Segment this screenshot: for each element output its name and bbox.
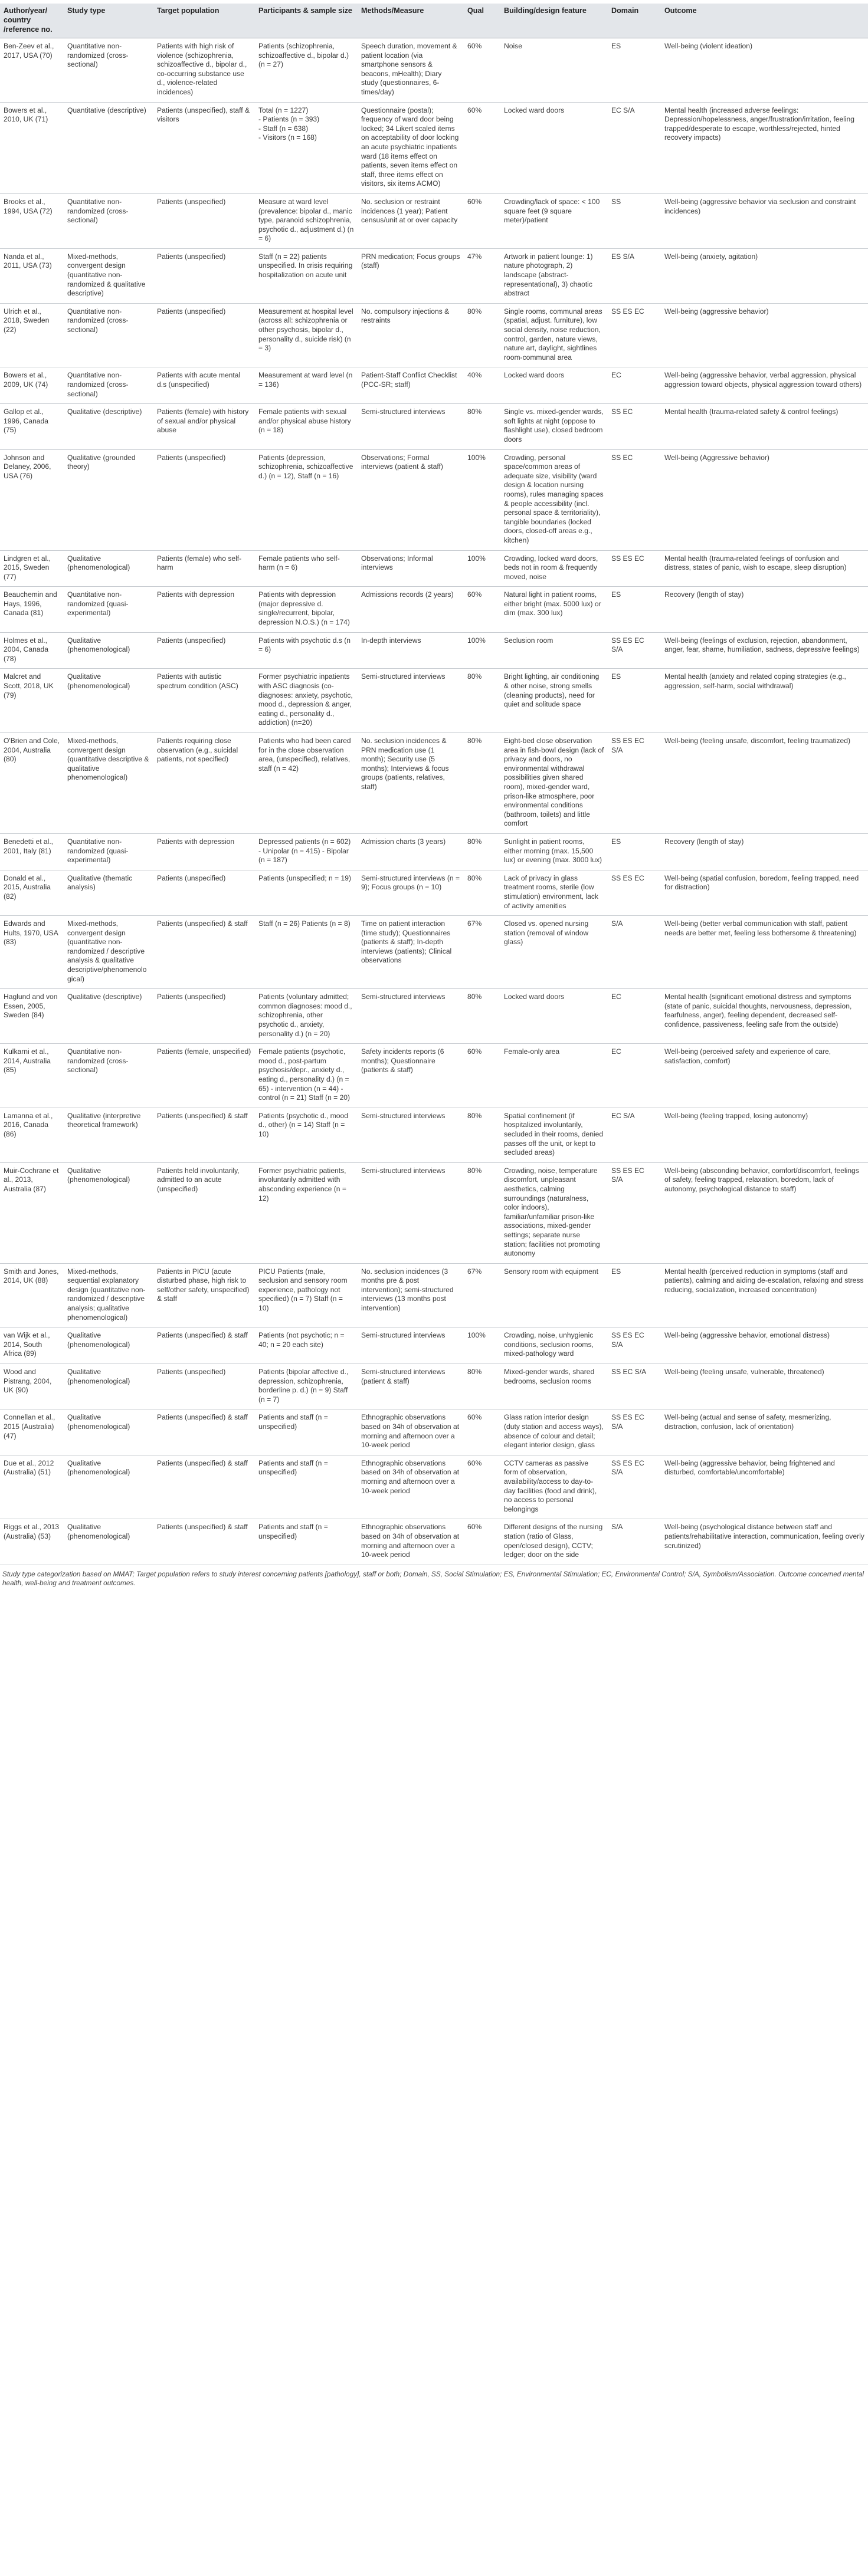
- cell-design-feature: Crowding, noise, temperature discomfort, unpleasant aesthetics, calming surroundings (naturalness, color indoors), familiar/unfamiliar prison-like associations, mixed-gender settings; separate nurse station; facilities not promoting autonomy: [500, 1162, 608, 1263]
- cell-target-population: Patients (unspecified): [153, 870, 255, 915]
- table-row: [0, 248, 868, 303]
- cell-outcome: Mental health (trauma-related safety & control feelings): [661, 404, 868, 449]
- cell-target-population: Patients with high risk of violence (schizophrenia, schizoaffective d., bipolar d., co-occurring substance use d., violence-related incidences): [153, 38, 255, 103]
- table-row: [0, 587, 868, 632]
- table-row: [0, 367, 868, 404]
- cell-study-type: Qualitative (phenomenological): [64, 1455, 153, 1519]
- cell-participants: Female patients (psychotic, mood d., post-partum psychosis/depr., anxiety d., eating d., personality d.) (n = 65) - intervention (n = 44) - control (n = 21) Staff (n = 20): [255, 1044, 358, 1108]
- cell-domain: S/A: [608, 916, 661, 989]
- cell-outcome: Well-being (actual and sense of safety, mesmerizing, distraction, confusion, lack of orientation): [661, 1409, 868, 1455]
- cell-domain: ES: [608, 587, 661, 632]
- cell-methods: Admissions records (2 years): [358, 587, 464, 632]
- cell-methods: No. compulsory injections & restraints: [358, 303, 464, 367]
- cell-study-type: Qualitative (descriptive): [64, 404, 153, 449]
- cell-qual: 60%: [464, 38, 500, 103]
- table-row: [0, 1263, 868, 1328]
- cell-qual: 67%: [464, 916, 500, 989]
- cell-qual: 80%: [464, 833, 500, 870]
- header-participants: Participants & sample size: [255, 4, 358, 38]
- cell-outcome: Well-being (better verbal communication with staff, patient needs are better met, feeling less bothersome & threatening): [661, 916, 868, 989]
- cell-design-feature: Locked ward doors: [500, 367, 608, 404]
- cell-participants: Patients (voluntary admitted; common diagnoses: mood d., schizophrenia, other psychotic d., anxiety, personality d.) (n = 20): [255, 989, 358, 1044]
- cell-participants: Patients (psychotic d., mood d., other) (n = 14) Staff (n = 10): [255, 1108, 358, 1162]
- cell-qual: 60%: [464, 102, 500, 193]
- cell-author: Beauchemin and Hays, 1996, Canada (81): [0, 587, 64, 632]
- cell-qual: 60%: [464, 1409, 500, 1455]
- cell-methods: Ethnographic observations based on 34h of observation at morning and afternoon over a 10-week period: [358, 1409, 464, 1455]
- cell-design-feature: Single rooms, communal areas (spatial, adjust. furniture), low social density, noise reduction, control, garden, nature views, nature art, daylight, sightlines room-communal area: [500, 303, 608, 367]
- cell-target-population: Patients (female, unspecified): [153, 1044, 255, 1108]
- cell-methods: Ethnographic observations based on 34h of observation at morning and afternoon over a 10-week period: [358, 1455, 464, 1519]
- table-row: [0, 449, 868, 550]
- cell-design-feature: Crowding/lack of space: < 100 square feet (9 square meter)/patient: [500, 193, 608, 248]
- cell-methods: Admission charts (3 years): [358, 833, 464, 870]
- cell-outcome: Recovery (length of stay): [661, 833, 868, 870]
- cell-design-feature: Noise: [500, 38, 608, 103]
- cell-design-feature: Spatial confinement (if hospitalized involuntarily, secluded in their rooms, denied passes off the unit, or kept to secluded areas): [500, 1108, 608, 1162]
- cell-study-type: Mixed-methods, sequential explanatory design (quantitative non-randomized / descriptive analysis; qualitative phenomenological): [64, 1263, 153, 1328]
- cell-domain: ES: [608, 38, 661, 103]
- table-row: [0, 1328, 868, 1364]
- cell-target-population: Patients (female) who self-harm: [153, 550, 255, 587]
- cell-domain: SS ES EC: [608, 303, 661, 367]
- cell-qual: 60%: [464, 1044, 500, 1108]
- cell-target-population: Patients (unspecified) & staff: [153, 1328, 255, 1364]
- cell-domain: EC: [608, 1044, 661, 1108]
- cell-participants: PICU Patients (male, seclusion and sensory room experience, pathology not specified) (n = 7) Staff (n = 10): [255, 1263, 358, 1328]
- cell-qual: 80%: [464, 1108, 500, 1162]
- cell-methods: Safety incidents reports (6 months); Questionnaire (patients & staff): [358, 1044, 464, 1108]
- header-study-type: Study type: [64, 4, 153, 38]
- cell-domain: ES: [608, 1263, 661, 1328]
- cell-target-population: Patients with acute mental d.s (unspecified): [153, 367, 255, 404]
- cell-domain: SS ES EC: [608, 550, 661, 587]
- cell-outcome: Recovery (length of stay): [661, 587, 868, 632]
- cell-participants: Measurement at hospital level (across all: schizophrenia or other psychosis, bipolar d., personality d., suicide risk) (n = 3): [255, 303, 358, 367]
- cell-methods: PRN medication; Focus groups (staff): [358, 248, 464, 303]
- cell-methods: Semi-structured interviews (n = 9); Focus groups (n = 10): [358, 870, 464, 915]
- cell-target-population: Patients with depression: [153, 833, 255, 870]
- cell-study-type: Qualitative (phenomenological): [64, 550, 153, 587]
- cell-participants: Staff (n = 26) Patients (n = 8): [255, 916, 358, 989]
- cell-study-type: Quantitative (descriptive): [64, 102, 153, 193]
- cell-outcome: Well-being (aggressive behavior, emotional distress): [661, 1328, 868, 1364]
- cell-target-population: Patients (unspecified) & staff: [153, 1455, 255, 1519]
- table-row: [0, 1364, 868, 1409]
- cell-domain: SS EC: [608, 449, 661, 550]
- table-row: [0, 193, 868, 248]
- cell-target-population: Patients (unspecified) & staff: [153, 1519, 255, 1565]
- cell-study-type: Mixed-methods, convergent design (quantitative non-randomized & qualitative descriptive): [64, 248, 153, 303]
- cell-study-type: Quantitative non-randomized (cross-sectional): [64, 367, 153, 404]
- cell-domain: SS ES EC S/A: [608, 632, 661, 669]
- cell-qual: 100%: [464, 550, 500, 587]
- cell-participants: Patients (bipolar affective d., depression, schizophrenia, borderline p. d.) (n = 9) Staff (n = 7): [255, 1364, 358, 1409]
- cell-outcome: Well-being (feeling trapped, losing autonomy): [661, 1108, 868, 1162]
- cell-author: Johnson and Delaney, 2006, USA (76): [0, 449, 64, 550]
- cell-author: van Wijk et al., 2014, South Africa (89): [0, 1328, 64, 1364]
- table-row: [0, 102, 868, 193]
- cell-target-population: Patients (unspecified): [153, 193, 255, 248]
- cell-participants: Measure at ward level (prevalence: bipolar d., manic type, paranoid schizophrenia, psychotic d., adjustment d.) (n = 6): [255, 193, 358, 248]
- table-row: [0, 1162, 868, 1263]
- cell-domain: EC: [608, 989, 661, 1044]
- cell-domain: SS ES EC: [608, 870, 661, 915]
- cell-qual: 80%: [464, 1162, 500, 1263]
- cell-target-population: Patients (unspecified): [153, 449, 255, 550]
- cell-domain: SS EC: [608, 404, 661, 449]
- cell-study-type: Quantitative non-randomized (quasi-experimental): [64, 833, 153, 870]
- cell-participants: Patients with depression (major depressive d. single/recurrent, bipolar, depression N.O.S.) (n = 174): [255, 587, 358, 632]
- table-row: [0, 870, 868, 915]
- header-author: Author/year/ country /reference no.: [0, 4, 64, 38]
- cell-domain: S/A: [608, 1519, 661, 1565]
- cell-design-feature: Crowding, personal space/common areas of adequate size, visibility (ward design & location nursing rooms), rules managing spaces & people accessibility (incl. personal space & territoriality), tangible boundaries (locked doors, closed-off areas e.g., kitchen): [500, 449, 608, 550]
- cell-study-type: Mixed-methods, convergent design (quantitative descriptive & qualitative phenomenological): [64, 733, 153, 834]
- cell-study-type: Qualitative (phenomenological): [64, 632, 153, 669]
- cell-design-feature: Female-only area: [500, 1044, 608, 1108]
- cell-outcome: Mental health (significant emotional distress and symptoms (state of panic, suicidal thoughts, nervousness, depression, fearfulness, anger), feeling dependent, decreased self-confidence, passiveness, feeling safe from the outside): [661, 989, 868, 1044]
- cell-domain: EC S/A: [608, 102, 661, 193]
- cell-study-type: Qualitative (phenomenological): [64, 1162, 153, 1263]
- cell-qual: 80%: [464, 1364, 500, 1409]
- header-methods: Methods/Measure: [358, 4, 464, 38]
- cell-design-feature: Sensory room with equipment: [500, 1263, 608, 1328]
- cell-study-type: Qualitative (phenomenological): [64, 669, 153, 733]
- cell-author: Ben-Zeev et al., 2017, USA (70): [0, 38, 64, 103]
- cell-target-population: Patients with depression: [153, 587, 255, 632]
- study-characteristics-table: [0, 4, 868, 1565]
- cell-qual: 60%: [464, 1519, 500, 1565]
- cell-participants: Female patients who self-harm (n = 6): [255, 550, 358, 587]
- cell-study-type: Qualitative (phenomenological): [64, 1328, 153, 1364]
- cell-methods: Semi-structured interviews: [358, 989, 464, 1044]
- cell-design-feature: Seclusion room: [500, 632, 608, 669]
- cell-outcome: Well-being (perceived safety and experience of care, satisfaction, comfort): [661, 1044, 868, 1108]
- cell-design-feature: CCTV cameras as passive form of observation, availability/access to day-to-day facilities (food and drink), no access to personal belongings: [500, 1455, 608, 1519]
- cell-study-type: Quantitative non-randomized (cross-sectional): [64, 38, 153, 103]
- cell-methods: No. seclusion incidences (3 months pre & post intervention); semi-structured interviews (13 months post intervention): [358, 1263, 464, 1328]
- cell-participants: Patients (depression, schizophrenia, schizoaffective d.) (n = 12), Staff (n = 16): [255, 449, 358, 550]
- table-row: [0, 1044, 868, 1108]
- cell-outcome: Well-being (feeling unsafe, vulnerable, threatened): [661, 1364, 868, 1409]
- cell-study-type: Qualitative (phenomenological): [64, 1519, 153, 1565]
- cell-participants: Patients and staff (n = unspecified): [255, 1409, 358, 1455]
- cell-target-population: Patients requiring close observation (e.g., suicidal patients, not specified): [153, 733, 255, 834]
- header-domain: Domain: [608, 4, 661, 38]
- cell-study-type: Qualitative (phenomenological): [64, 1364, 153, 1409]
- cell-author: Lindgren et al., 2015, Sweden (77): [0, 550, 64, 587]
- cell-qual: 60%: [464, 193, 500, 248]
- cell-design-feature: Bright lighting, air conditioning & other noise, strong smells (cleaning products), need for quiet and solitude space: [500, 669, 608, 733]
- cell-participants: Former psychiatric patients, involuntarily admitted with absconding experience (n = 12): [255, 1162, 358, 1263]
- cell-domain: SS ES EC S/A: [608, 1328, 661, 1364]
- cell-design-feature: Mixed-gender wards, shared bedrooms, seclusion rooms: [500, 1364, 608, 1409]
- cell-study-type: Quantitative non-randomized (cross-sectional): [64, 193, 153, 248]
- cell-study-type: Mixed-methods, convergent design (quantitative non-randomized / descriptive analysis & qualitative descriptive/phenomenological): [64, 916, 153, 989]
- header-target-population: Target population: [153, 4, 255, 38]
- cell-domain: SS ES EC S/A: [608, 1455, 661, 1519]
- cell-author: Wood and Pistrang, 2004, UK (90): [0, 1364, 64, 1409]
- cell-participants: Patients with psychotic d.s (n = 6): [255, 632, 358, 669]
- cell-target-population: Patients (unspecified) & staff: [153, 1108, 255, 1162]
- cell-domain: EC S/A: [608, 1108, 661, 1162]
- cell-qual: 80%: [464, 303, 500, 367]
- table-row: [0, 989, 868, 1044]
- header-qual: Qual: [464, 4, 500, 38]
- cell-qual: 100%: [464, 632, 500, 669]
- header-row: [0, 4, 868, 38]
- cell-target-population: Patients (unspecified) & staff: [153, 916, 255, 989]
- cell-participants: Patients and staff (n = unspecified): [255, 1455, 358, 1519]
- cell-methods: Speech duration, movement & patient location (via smartphone sensors & beacons, mHealth); Diary study (questionnaires, 6-times/day): [358, 38, 464, 103]
- cell-design-feature: Locked ward doors: [500, 102, 608, 193]
- cell-outcome: Well-being (feelings of exclusion, rejection, abandonment, anger, fear, shame, humiliation, sadness, depressive feelings): [661, 632, 868, 669]
- cell-target-population: Patients (unspecified): [153, 248, 255, 303]
- table-body: [0, 38, 868, 1565]
- cell-methods: No. seclusion incidences & PRN medication use (1 month); Security use (5 months); Interviews & focus groups (patients, relatives, staff): [358, 733, 464, 834]
- cell-outcome: Well-being (aggressive behavior via seclusion and constraint incidences): [661, 193, 868, 248]
- cell-methods: Semi-structured interviews: [358, 1328, 464, 1364]
- cell-author: Bowers et al., 2009, UK (74): [0, 367, 64, 404]
- table-row: [0, 38, 868, 103]
- cell-methods: Semi-structured interviews: [358, 1162, 464, 1263]
- cell-study-type: Quantitative non-randomized (cross-sectional): [64, 1044, 153, 1108]
- cell-study-type: Qualitative (thematic analysis): [64, 870, 153, 915]
- cell-study-type: Qualitative (grounded theory): [64, 449, 153, 550]
- cell-domain: ES S/A: [608, 248, 661, 303]
- cell-outcome: Well-being (aggressive behavior, verbal aggression, physical aggression toward objects, physical aggression toward others): [661, 367, 868, 404]
- cell-participants: Female patients with sexual and/or physical abuse history (n = 18): [255, 404, 358, 449]
- cell-author: Edwards and Hults, 1970, USA (83): [0, 916, 64, 989]
- cell-study-type: Qualitative (phenomenological): [64, 1409, 153, 1455]
- cell-author: Bowers et al., 2010, UK (71): [0, 102, 64, 193]
- table-row: [0, 1519, 868, 1565]
- cell-design-feature: Natural light in patient rooms, either bright (max. 5000 lux) or dim (max. 300 lux): [500, 587, 608, 632]
- cell-design-feature: Closed vs. opened nursing station (removal of window glass): [500, 916, 608, 989]
- cell-author: O'Brien and Cole, 2004, Australia (80): [0, 733, 64, 834]
- cell-outcome: Well-being (psychological distance between staff and patients/rehabilitative interaction, communication, feeling overly scrutinized): [661, 1519, 868, 1565]
- cell-domain: ES: [608, 669, 661, 733]
- cell-methods: Questionnaire (postal); frequency of ward door being locked; 34 Likert scaled items on acceptability of door locking an acute psychiatric inpatients ward (18 items effect on patients, seven items effect on staff, three items effect on visitors, six items ACMO): [358, 102, 464, 193]
- table-row: [0, 669, 868, 733]
- header-design-feature: Building/design feature: [500, 4, 608, 38]
- cell-domain: SS ES EC S/A: [608, 733, 661, 834]
- cell-target-population: Patients held involuntarily, admitted to an acute (unspecified): [153, 1162, 255, 1263]
- cell-author: Smith and Jones, 2014, UK (88): [0, 1263, 64, 1328]
- cell-design-feature: Artwork in patient lounge: 1) nature photograph, 2) landscape (abstract-representational), 3) chaotic abstract: [500, 248, 608, 303]
- cell-author: Haglund and von Essen, 2005, Sweden (84): [0, 989, 64, 1044]
- cell-author: Connellan et al., 2015 (Australia) (47): [0, 1409, 64, 1455]
- cell-participants: Total (n = 1227) - Patients (n = 393) - Staff (n = 638) - Visitors (n = 168): [255, 102, 358, 193]
- cell-design-feature: Locked ward doors: [500, 989, 608, 1044]
- cell-study-type: Qualitative (descriptive): [64, 989, 153, 1044]
- cell-domain: SS ES EC S/A: [608, 1409, 661, 1455]
- cell-author: Nanda et al., 2011, USA (73): [0, 248, 64, 303]
- cell-outcome: Well-being (aggressive behavior): [661, 303, 868, 367]
- cell-domain: EC: [608, 367, 661, 404]
- cell-participants: Patients and staff (n = unspecified): [255, 1519, 358, 1565]
- cell-methods: Semi-structured interviews: [358, 1108, 464, 1162]
- header-outcome: Outcome: [661, 4, 868, 38]
- cell-qual: 100%: [464, 449, 500, 550]
- cell-target-population: Patients in PICU (acute disturbed phase, high risk to self/other safety, unspecified) & staff: [153, 1263, 255, 1328]
- cell-study-type: Quantitative non-randomized (quasi-experimental): [64, 587, 153, 632]
- table-row: [0, 916, 868, 989]
- cell-qual: 60%: [464, 587, 500, 632]
- cell-author: Kulkarni et al., 2014, Australia (85): [0, 1044, 64, 1108]
- table-footnote: Study type categorization based on MMAT; Target population refers to study interest concerning patients [pathology], staff or both; Domain, SS, Social Stimulation; ES, Environmental Stimulation; EC, Environmental Control; S/A, Symbolism/Association. Outcome concerned mental health, well-being and treatment outcomes.: [2, 1569, 864, 1587]
- cell-outcome: Well-being (absconding behavior, comfort/discomfort, feelings of safety, feeling trapped, relaxation, boredom, lack of autonomy, psychological distance to staff): [661, 1162, 868, 1263]
- cell-study-type: Qualitative (interpretive theoretical framework): [64, 1108, 153, 1162]
- table-row: [0, 550, 868, 587]
- cell-author: Muir-Cochrane et al., 2013, Australia (87): [0, 1162, 64, 1263]
- cell-author: Ulrich et al., 2018, Sweden (22): [0, 303, 64, 367]
- cell-outcome: Mental health (trauma-related feelings of confusion and distress, states of panic, wish to escape, sleep disruption): [661, 550, 868, 587]
- cell-design-feature: Crowding, locked ward doors, beds not in room & frequently moved, noise: [500, 550, 608, 587]
- cell-domain: SS ES EC S/A: [608, 1162, 661, 1263]
- table-row: [0, 1108, 868, 1162]
- cell-qual: 80%: [464, 733, 500, 834]
- cell-qual: 40%: [464, 367, 500, 404]
- cell-author: Riggs et al., 2013 (Australia) (53): [0, 1519, 64, 1565]
- cell-author: Benedetti et al., 2001, Italy (81): [0, 833, 64, 870]
- cell-qual: 80%: [464, 989, 500, 1044]
- cell-qual: 100%: [464, 1328, 500, 1364]
- cell-methods: Semi-structured interviews: [358, 404, 464, 449]
- cell-domain: SS EC S/A: [608, 1364, 661, 1409]
- cell-author: Donald et al., 2015, Australia (82): [0, 870, 64, 915]
- cell-author: Due et al., 2012 (Australia) (51): [0, 1455, 64, 1519]
- cell-outcome: Well-being (aggressive behavior, being frightened and disturbed, comfortable/uncomfortable): [661, 1455, 868, 1519]
- cell-target-population: Patients with autistic spectrum condition (ASC): [153, 669, 255, 733]
- cell-design-feature: Sunlight in patient rooms, either morning (max. 15,500 lux) or evening (max. 3000 lux): [500, 833, 608, 870]
- table-row: [0, 303, 868, 367]
- cell-design-feature: Glass ration interior design (duty station and access ways), absence of colour and detail; elegant interior design, glass: [500, 1409, 608, 1455]
- cell-target-population: Patients (unspecified): [153, 303, 255, 367]
- cell-design-feature: Eight-bed close observation area in fish-bowl design (lack of privacy and doors, no environmental withdrawal possibilities given shared room), mixed-gender ward, prison-like atmosphere, poor environmental conditions (bathroom, toilets) and little comfort: [500, 733, 608, 834]
- cell-target-population: Patients (unspecified): [153, 632, 255, 669]
- cell-qual: 67%: [464, 1263, 500, 1328]
- cell-qual: 80%: [464, 870, 500, 915]
- cell-outcome: Well-being (spatial confusion, boredom, feeling trapped, need for distraction): [661, 870, 868, 915]
- cell-methods: No. seclusion or restraint incidences (1 year); Patient census/unit at or over capacity: [358, 193, 464, 248]
- cell-design-feature: Single vs. mixed-gender wards, soft lights at night (oppose to flashlight use), closed bedroom doors: [500, 404, 608, 449]
- cell-outcome: Mental health (perceived reduction in symptoms (staff and patients), calming and aiding de-escalation, relaxing and stress reducing, socialization, increased concentration): [661, 1263, 868, 1328]
- cell-methods: Ethnographic observations based on 34h of observation at morning and afternoon over a 10-week period: [358, 1519, 464, 1565]
- cell-participants: Former psychiatric inpatients with ASC diagnosis (co-diagnoses: anxiety, psychotic, mood d., depression & anger, eating d., personality d., addiction) (n=20): [255, 669, 358, 733]
- cell-qual: 80%: [464, 404, 500, 449]
- cell-participants: Measurement at ward level (n = 136): [255, 367, 358, 404]
- cell-design-feature: Crowding, noise, unhygienic conditions, seclusion rooms, mixed-pathology ward: [500, 1328, 608, 1364]
- cell-participants: Depressed patients (n = 602) - Unipolar (n = 415) - Bipolar (n = 187): [255, 833, 358, 870]
- table-row: [0, 404, 868, 449]
- cell-target-population: Patients (female) with history of sexual and/or physical abuse: [153, 404, 255, 449]
- cell-qual: 47%: [464, 248, 500, 303]
- cell-qual: 60%: [464, 1455, 500, 1519]
- cell-author: Malcret and Scott, 2018, UK (79): [0, 669, 64, 733]
- cell-methods: Time on patient interaction (time study); Questionnaires (patients & staff); In-depth interviews (patients); Clinical observations: [358, 916, 464, 989]
- cell-design-feature: Lack of privacy in glass treatment rooms, sterile (low stimulation) environment, lack of activity amenities: [500, 870, 608, 915]
- cell-outcome: Well-being (feeling unsafe, discomfort, feeling traumatized): [661, 733, 868, 834]
- table-row: [0, 1409, 868, 1455]
- cell-domain: SS: [608, 193, 661, 248]
- cell-methods: Patient-Staff Conflict Checklist (PCC-SR; staff): [358, 367, 464, 404]
- cell-methods: Semi-structured interviews (patient & staff): [358, 1364, 464, 1409]
- cell-methods: Semi-structured interviews: [358, 669, 464, 733]
- cell-participants: Patients who had been cared for in the close observation area, (unspecified), relatives, staff (n = 42): [255, 733, 358, 834]
- cell-outcome: Well-being (anxiety, agitation): [661, 248, 868, 303]
- table-row: [0, 833, 868, 870]
- table-row: [0, 632, 868, 669]
- cell-participants: Patients (schizophrenia, schizoaffective d., bipolar d.) (n = 27): [255, 38, 358, 103]
- cell-target-population: Patients (unspecified), staff & visitors: [153, 102, 255, 193]
- cell-outcome: Mental health (anxiety and related coping strategies (e.g., aggression, self-harm, social withdrawal): [661, 669, 868, 733]
- cell-author: Gallop et al., 1996, Canada (75): [0, 404, 64, 449]
- cell-participants: Patients (not psychotic; n = 40; n = 20 each site): [255, 1328, 358, 1364]
- cell-target-population: Patients (unspecified): [153, 1364, 255, 1409]
- table-row: [0, 1455, 868, 1519]
- cell-participants: Patients (unspecified; n = 19): [255, 870, 358, 915]
- cell-outcome: Well-being (Aggressive behavior): [661, 449, 868, 550]
- cell-qual: 80%: [464, 669, 500, 733]
- cell-author: Lamanna et al., 2016, Canada (86): [0, 1108, 64, 1162]
- cell-study-type: Quantitative non-randomized (cross-sectional): [64, 303, 153, 367]
- cell-methods: In-depth interviews: [358, 632, 464, 669]
- cell-domain: ES: [608, 833, 661, 870]
- cell-participants: Staff (n = 22) patients unspecified. In crisis requiring hospitalization on acute unit: [255, 248, 358, 303]
- table-row: [0, 733, 868, 834]
- cell-target-population: Patients (unspecified): [153, 989, 255, 1044]
- cell-design-feature: Different designs of the nursing station (ratio of Glass, open/closed design), CCTV; ledger; door on the side: [500, 1519, 608, 1565]
- cell-outcome: Mental health (increased adverse feelings: Depression/hopelessness, anger/frustration/irritation, feeling trapped/desperate to escape, worthless/rejected, hinted recovery impacts): [661, 102, 868, 193]
- cell-target-population: Patients (unspecified) & staff: [153, 1409, 255, 1455]
- cell-author: Brooks et al., 1994, USA (72): [0, 193, 64, 248]
- cell-methods: Observations; Informal interviews: [358, 550, 464, 587]
- cell-author: Holmes et al., 2004, Canada (78): [0, 632, 64, 669]
- cell-outcome: Well-being (violent ideation): [661, 38, 868, 103]
- cell-methods: Observations; Formal interviews (patient & staff): [358, 449, 464, 550]
